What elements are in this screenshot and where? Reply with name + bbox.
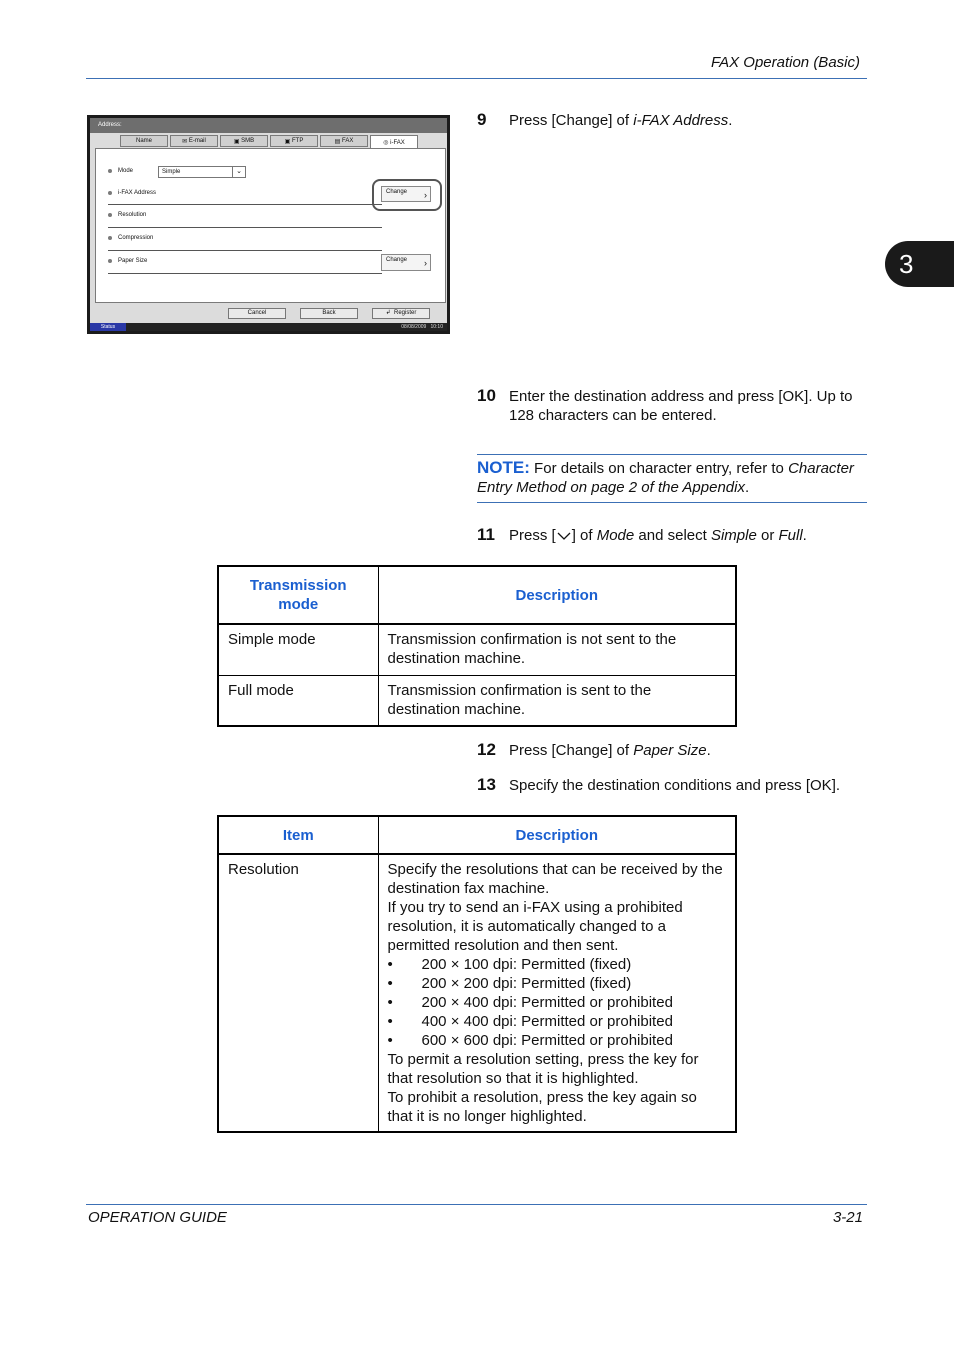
footer-guide-title: OPERATION GUIDE — [88, 1209, 227, 1226]
back-button: Back — [300, 308, 358, 319]
page-number: 3-21 — [832, 1209, 863, 1226]
highlight-ring — [372, 179, 442, 211]
cancel-button: Cancel — [228, 308, 286, 319]
chevron-right-icon: › — [424, 258, 427, 268]
row-divider — [108, 273, 382, 274]
step-10-text: Enter the destination address and press [OK]. Up to 128 characters can be entered. — [509, 388, 853, 424]
tab-email: ✉ E-mail — [170, 135, 218, 147]
row-paper-size: Paper Size — [108, 258, 147, 264]
row-ifax-address: i-FAX Address — [108, 190, 156, 196]
step-11-text: Press [ ] of Mode and select Simple or Full. — [509, 527, 807, 544]
row-divider — [108, 227, 382, 228]
destination-conditions-table — [217, 815, 737, 1133]
tab-ftp: ▣ FTP — [270, 135, 318, 147]
row-mode: Mode — [108, 168, 133, 174]
step-10-number: 10 — [477, 386, 496, 405]
mode-select: Simple ⌄ — [158, 166, 246, 178]
table-header: Description — [378, 816, 736, 854]
bullet-icon — [108, 236, 112, 240]
list-item: • 400 × 400 dpi: Permitted or prohibited — [387, 1013, 673, 1030]
folder-icon: ▣ — [233, 138, 242, 145]
email-icon: ✉ — [182, 138, 189, 145]
running-header: FAX Operation (Basic) — [711, 54, 860, 71]
step-13-text: Specify the destination conditions and press [OK]. — [509, 777, 841, 794]
step-9-text: Press [Change] of i-FAX Address. — [509, 112, 733, 129]
tab-ifax: ◎ i-FAX — [370, 135, 418, 149]
date-time: 08/08/2009 10:10 — [401, 324, 443, 330]
list-item: • 200 × 200 dpi: Permitted (fixed) — [387, 975, 632, 992]
step-12-text: Press [Change] of Paper Size. — [509, 742, 711, 759]
list-item: • 200 × 100 dpi: Permitted (fixed) — [387, 956, 632, 973]
table-row: Full mode Transmission confirmation is sent to the destination machine. — [218, 675, 736, 726]
footer-rule — [86, 1204, 867, 1205]
list-item: • 600 × 600 dpi: Permitted or prohibited — [387, 1032, 673, 1049]
ifax-address-change-button: Change › — [381, 186, 431, 202]
chevron-down-icon: ⌄ — [232, 167, 245, 177]
bullet-icon — [108, 169, 112, 173]
fax-icon: ▤ — [334, 138, 342, 145]
transmission-mode-table — [217, 565, 737, 727]
step-13-number: 13 — [477, 775, 496, 794]
tab-fax: ▤ FAX — [320, 135, 368, 147]
row-resolution: Resolution — [108, 212, 146, 218]
row-divider — [108, 250, 382, 251]
register-button: ↲ Register — [372, 308, 430, 319]
enter-icon: ↲ — [385, 310, 395, 316]
chapter-tab: 3 — [885, 241, 954, 287]
folder-icon: ▣ — [284, 138, 292, 145]
note-label: NOTE: — [477, 458, 530, 477]
row-compression: Compression — [108, 235, 153, 241]
status-bar — [90, 323, 447, 331]
step-11-number: 11 — [477, 525, 495, 544]
address-bar: Address: — [90, 118, 447, 133]
header-rule — [86, 78, 867, 79]
tab-smb: ▣ SMB — [220, 135, 268, 147]
paper-size-change-button: Change › — [381, 254, 431, 271]
table-header: Transmission mode — [218, 566, 378, 624]
bullet-icon — [108, 213, 112, 217]
step-9-number: 9 — [477, 110, 487, 129]
bullet-icon — [108, 259, 112, 263]
note-box: NOTE: For details on character entry, refer to Character Entry Method on page 2 of the Appendix. — [477, 454, 867, 503]
table-header: Item — [218, 816, 378, 854]
step-12-number: 12 — [477, 740, 496, 759]
table-header: Description — [378, 566, 736, 624]
status-label: Status — [90, 323, 126, 331]
chevron-down-icon — [556, 527, 572, 544]
table-row: Simple mode Transmission confirmation is not sent to the destination machine. — [218, 624, 736, 675]
bullet-icon — [108, 191, 112, 195]
list-item: • 200 × 400 dpi: Permitted or prohibited — [387, 994, 673, 1011]
tab-name: Name — [120, 135, 168, 147]
globe-icon: ◎ — [383, 140, 391, 146]
row-divider — [108, 204, 382, 205]
table-row: Resolution Specify the resolutions that can be received by the destination fax machine. If you try to send an i-FAX using a prohibited resolution, it is automatically changed to a permitted resolution and then sent. • 200 × 100 dpi: Permitted (fixed) • 200 × 200 dpi: Permitted (fixed) • 200 × 400 dpi: Permitted or prohibited • 400 × 400 dpi: Permitted or prohibited • 600 × 600 dpi: Permitted or prohibited To permit a resolution setting, press the key for that resolution so that it is highlighted. To prohibit a resolution, press the key again so that it is no longer highlighted. — [218, 854, 736, 1132]
chevron-right-icon: › — [424, 190, 427, 200]
ifax-settings-body — [95, 148, 446, 303]
ifax-screen-screenshot — [87, 115, 450, 334]
